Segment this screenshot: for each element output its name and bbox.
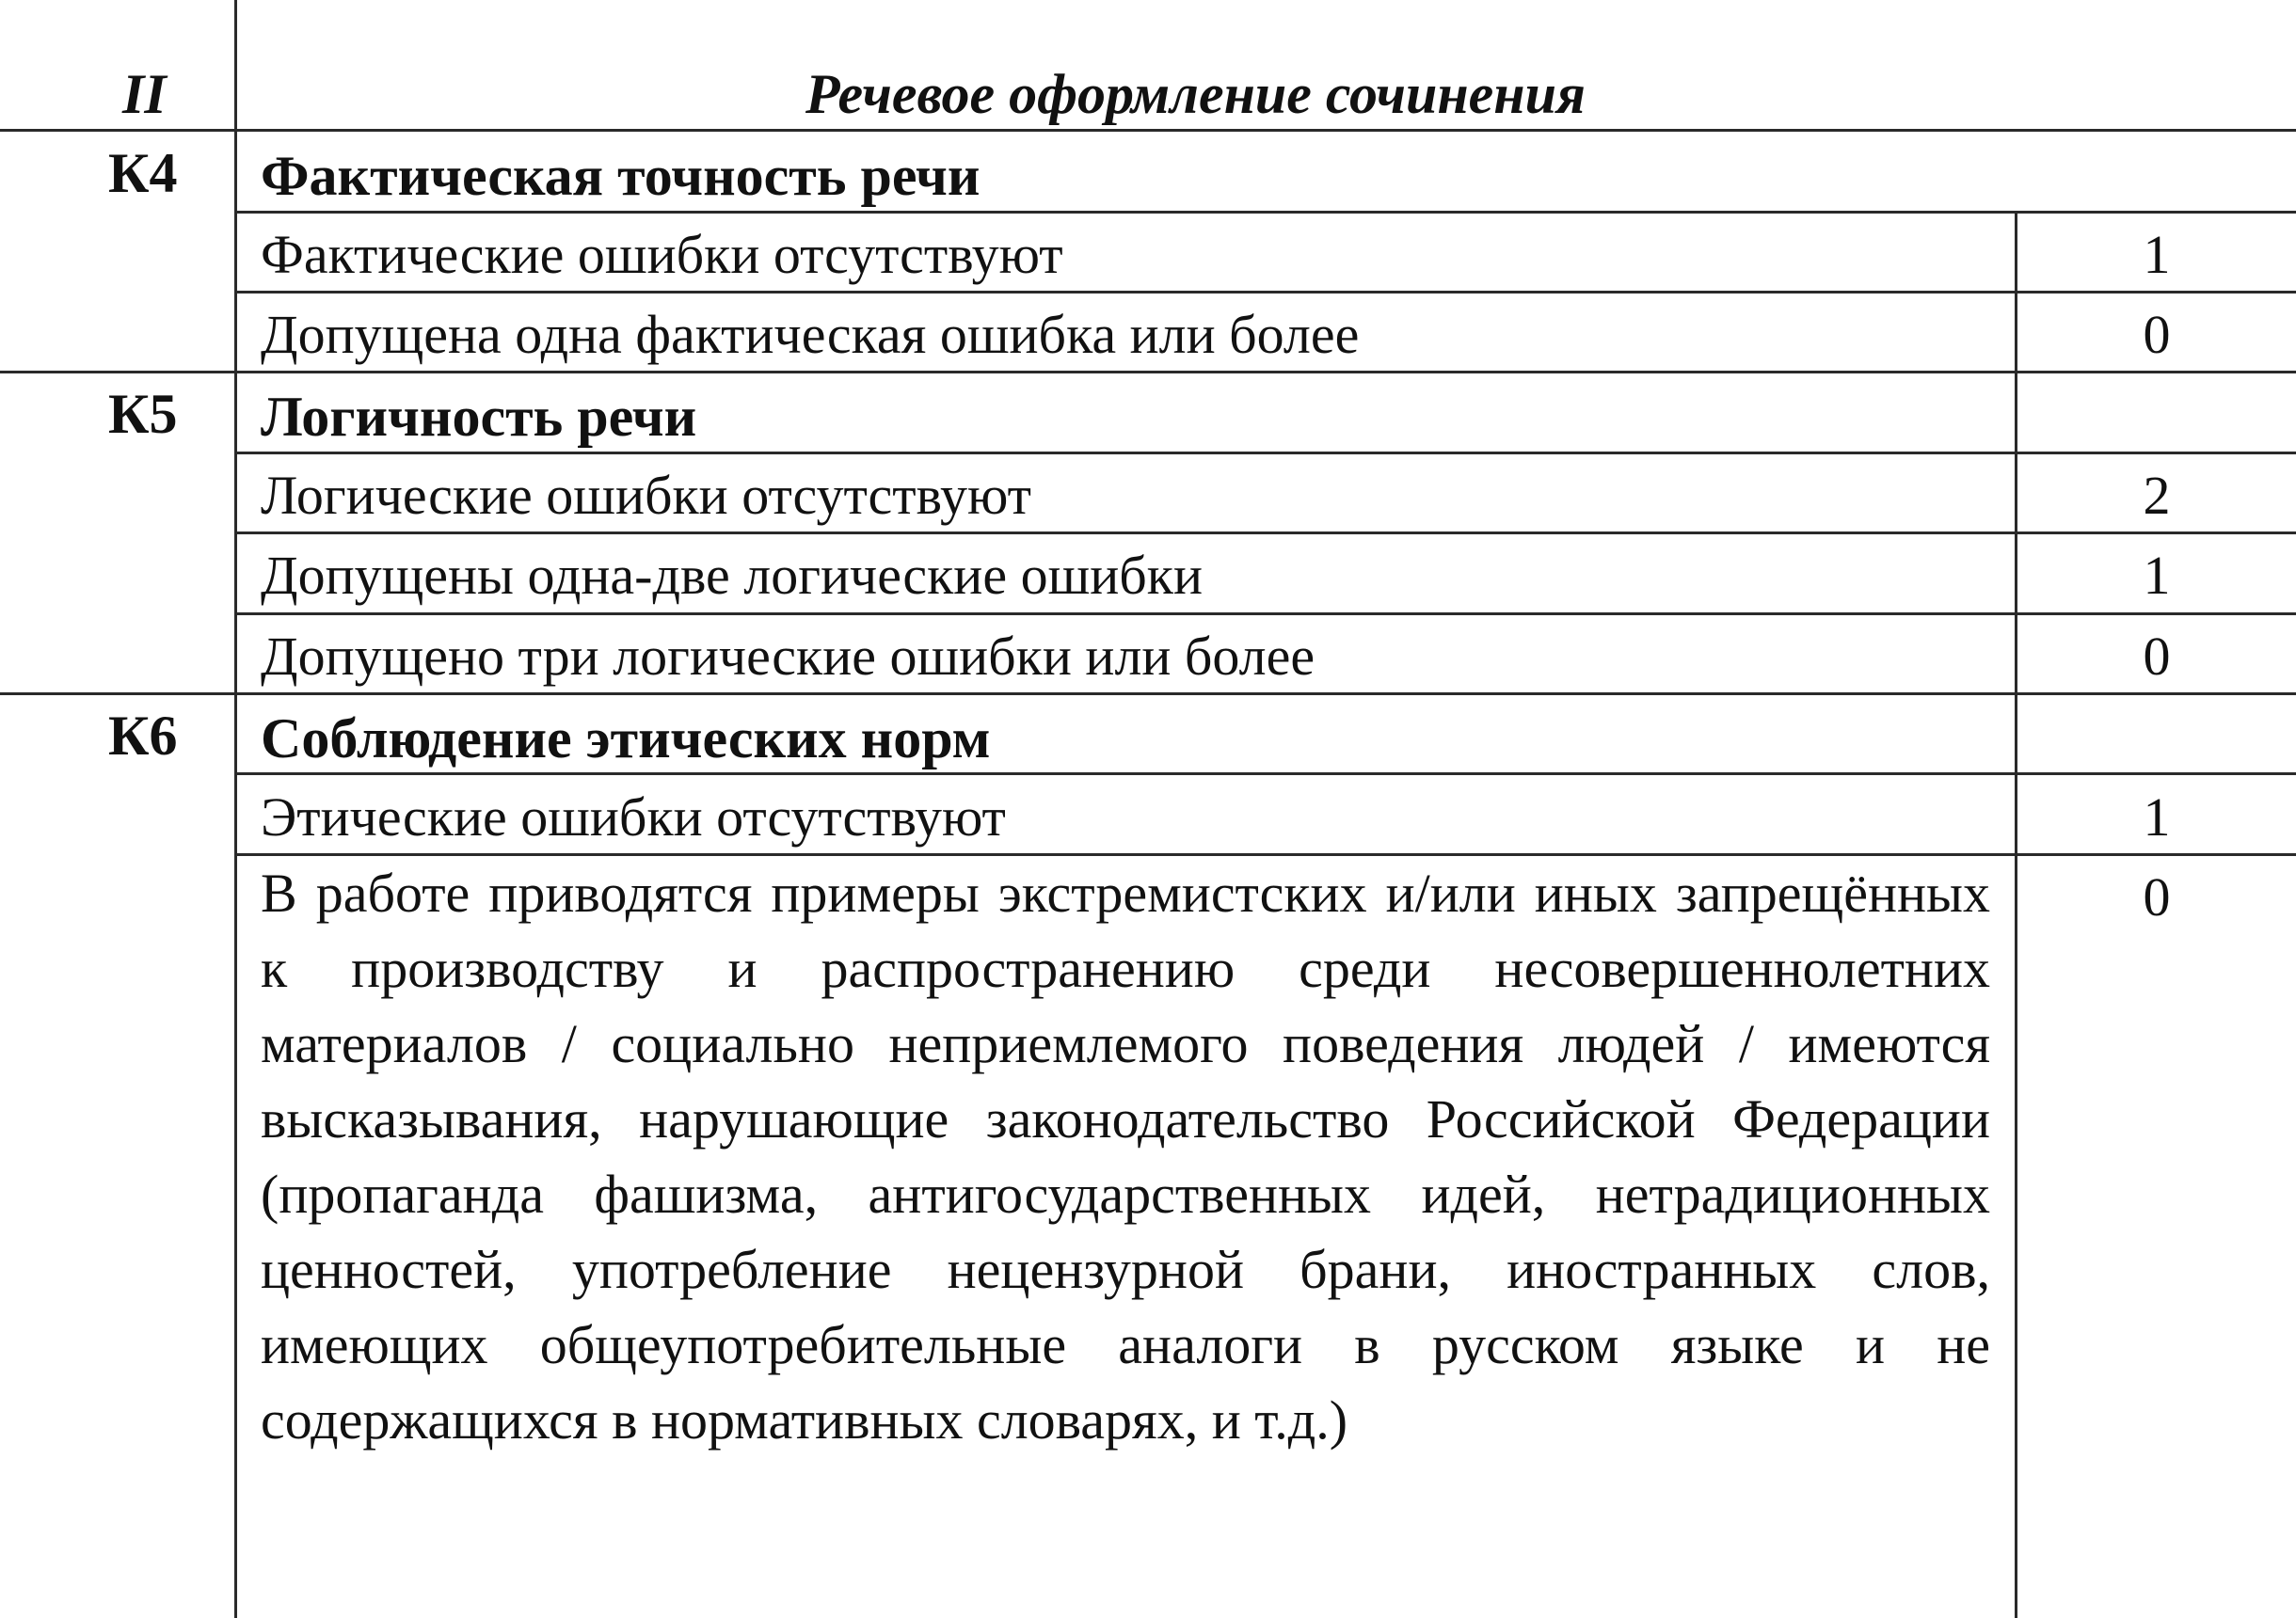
k6-title-bottom-line [234, 772, 2296, 775]
k4-bottom-line [0, 371, 2296, 373]
k6-row-1-score: 1 [2143, 786, 2171, 848]
k5-row-2-score: 1 [2143, 545, 2171, 606]
k4-row-1-text: Фактические ошибки отсутствуют [261, 224, 1063, 285]
k4-row-2-text: Допущена одна фактическая ошибка или более [261, 304, 1360, 365]
k6-row-2-score: 0 [2143, 866, 2171, 928]
criterion-code-k6: К6 [108, 705, 178, 767]
criterion-code-k4: К4 [108, 142, 178, 204]
column-divider-left [234, 0, 237, 1618]
criterion-code-k5: К5 [108, 383, 178, 445]
k4-title-bottom-line [234, 211, 2296, 214]
k5-row-3-score: 0 [2143, 626, 2171, 687]
k4-row-2-score: 0 [2143, 304, 2171, 365]
k5-row-1-score: 2 [2143, 465, 2171, 526]
k5-row-2-text: Допущены одна-две логические ошибки [261, 545, 1204, 606]
section-number: II [122, 63, 167, 125]
k5-row-1-text: Логические ошибки отсутствуют [261, 465, 1031, 526]
k6-row-2-text: В работе приводятся примеры экстремистских и/или иных запрещённых к производству и распространению среди несовершеннолетних материалов / социально неприемлемого поведения людей / имеются высказывания, нарушающие законодательство Российской Федерации (пропаганда фашизма, антигосударственных идей, нетрадиционных ценностей, употребление нецензурной брани, иностранных слов, имеющих общеупотребительные аналоги в русском языке и не содержащихся в нормативных словарях, и т.д.) [261, 863, 1990, 1451]
k5-bottom-line [0, 692, 2296, 695]
k5-row1-bottom-line [234, 531, 2296, 534]
k5-title-bottom-line [234, 452, 2296, 454]
k5-row2-bottom-line [234, 612, 2296, 615]
k4-row-1-score: 1 [2143, 224, 2171, 285]
k6-row-1-text: Этические ошибки отсутствуют [261, 786, 1006, 848]
criterion-title-k4: Фактическая точность речи [261, 145, 981, 207]
section-title: Речевое оформление сочинения [805, 63, 1586, 125]
k5-row-3-text: Допущено три логические ошибки или более [261, 626, 1315, 687]
header-bottom-line [0, 129, 2296, 132]
criterion-title-k6: Соблюдение этических норм [261, 707, 991, 769]
criterion-title-k5: Логичность речи [261, 386, 697, 448]
k4-row1-bottom-line [234, 291, 2296, 293]
